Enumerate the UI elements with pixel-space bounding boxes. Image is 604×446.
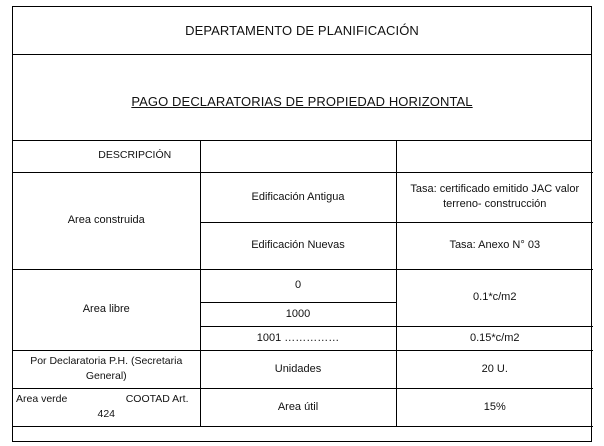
area-libre-rate-low: 0.1*c/m2 bbox=[396, 269, 593, 326]
area-verde-text: Area verde bbox=[16, 393, 68, 405]
declaratoria-label: Por Declaratoria P.H. (Secretaria General) bbox=[13, 350, 200, 388]
department-header bbox=[13, 7, 591, 55]
area-libre-label: Area libre bbox=[13, 269, 200, 350]
document-sheet bbox=[12, 6, 592, 442]
area-verde-unit: Area útil bbox=[200, 388, 396, 426]
tasa-antigua: Tasa: certificado emitido JAC valor terreno- construcción bbox=[396, 172, 593, 222]
empty-cell bbox=[396, 140, 593, 172]
table-row bbox=[13, 388, 593, 426]
table-row bbox=[13, 172, 593, 222]
cootad-text: COOTAD Art. bbox=[125, 393, 189, 405]
table-row bbox=[13, 140, 593, 172]
area-libre-range: 0 bbox=[200, 269, 396, 302]
department-title: DEPARTAMENTO DE PLANIFICACIÓN bbox=[185, 23, 419, 38]
table-row bbox=[13, 269, 593, 302]
fees-table bbox=[13, 140, 593, 427]
area-construida-label: Area construida bbox=[13, 172, 200, 269]
area-verde-line bbox=[16, 392, 197, 407]
declaratoria-unit: Unidades bbox=[200, 350, 396, 388]
edificacion-antigua: Edificación Antigua bbox=[200, 172, 396, 222]
subtitle-section bbox=[13, 54, 591, 141]
area-libre-range: 1001 …………… bbox=[200, 326, 396, 350]
area-verde-value: 15% bbox=[396, 388, 593, 426]
tasa-nuevas: Tasa: Anexo N° 03 bbox=[396, 222, 593, 269]
document-subtitle: PAGO DECLARATORIAS DE PROPIEDAD HORIZONTAL bbox=[131, 94, 473, 109]
declaratoria-value: 20 U. bbox=[396, 350, 593, 388]
area-libre-rate-high: 0.15*c/m2 bbox=[396, 326, 593, 350]
table-row bbox=[13, 350, 593, 388]
area-verde-label bbox=[13, 388, 200, 426]
description-header: DESCRIPCIÓN bbox=[13, 140, 200, 172]
empty-cell bbox=[200, 140, 396, 172]
area-libre-range: 1000 bbox=[200, 302, 396, 326]
cootad-article-number: 424 bbox=[97, 408, 116, 420]
edificacion-nuevas: Edificación Nuevas bbox=[200, 222, 396, 269]
